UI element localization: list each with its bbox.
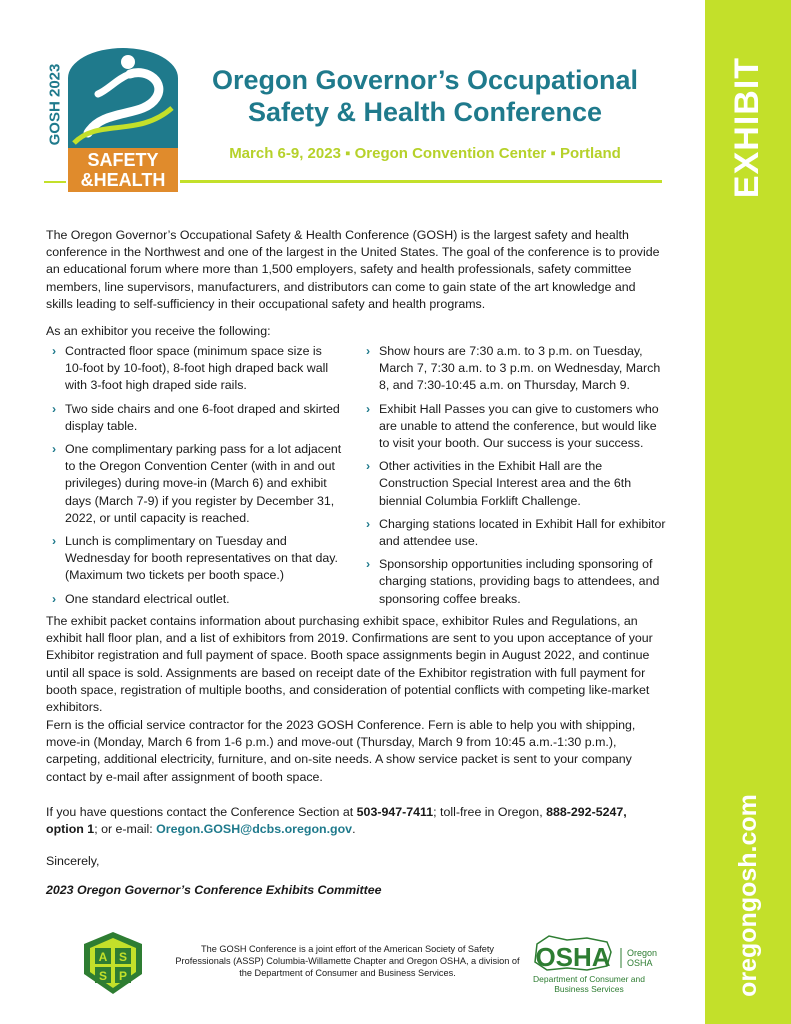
sidebar-exhibit-label: EXHIBIT — [728, 56, 767, 198]
list-item: › Contracted floor space (minimum space size is 10-foot by 10-foot), 8-foot high draped back wall with 3-foot high draped side rails. — [52, 344, 329, 393]
benefits-list-right — [366, 343, 666, 614]
chevron-right-icon: › — [52, 534, 57, 549]
list-item: › Other activities in the Exhibit Hall are the Construction Special Interest area and the 6th biennial Columbia Forklift Challenge. — [366, 459, 632, 508]
chevron-right-icon: › — [366, 401, 371, 416]
sidebar-website-wrap — [705, 775, 791, 1015]
assp-letter: S — [98, 969, 108, 983]
chevron-right-icon: › — [366, 459, 371, 474]
logo-figure-icon — [68, 48, 178, 148]
intro-paragraph: The Oregon Governor’s Occupational Safety & Health Conference (GOSH) is the largest safety and health conference in the Northwest and one of the largest in the United States. The goal of the conference is to provide an educational forum where more than 1,500 employers, safety and health professionals, safety committee members, line supervisors, manufacturers, and distributors can come to gain state of the art knowledge and skills leading to self-sufficiency in their occupational safety and health programs. — [46, 228, 660, 311]
chevron-right-icon: › — [366, 344, 371, 358]
sign-off: Sincerely, — [46, 854, 100, 868]
chevron-right-icon: › — [52, 344, 57, 358]
event-dates-venue — [180, 145, 670, 162]
logo-divider — [44, 181, 66, 183]
chevron-right-icon: › — [52, 401, 57, 416]
event-venue: Oregon Convention Center — [354, 145, 547, 162]
chevron-right-icon: › — [52, 591, 57, 606]
osha-word: OSHA — [535, 942, 611, 972]
service-contractor-paragraph: Fern is the official service contractor for the 2023 GOSH Conference. Fern is able to help you with shipping, move-in (Monday, March 6 from 1-6 p.m.) and move-out (Thursday, March 9 from 10:45 a.m.-1:30 p.m.), carpeting, additional electricity, furniture, and on-site needs. A show service packet is sent to your company contact by e-mail after assignment of booth space. — [46, 718, 636, 784]
sidebar-website: oregongosh.com — [733, 793, 762, 997]
title-line-1: Oregon Governor’s Occupational — [211, 65, 639, 95]
list-item: › Sponsorship opportunities including sponsoring of charging stations, providing bags to attendees, and sponsoring coffee breaks. — [366, 557, 660, 606]
exhibit-packet-paragraph: The exhibit packet contains information about purchasing exhibit space, exhibitor Rules and Regulations, an exhibit hall floor plan, and a list of exhibitors from 2019. Confirmations are sent to you upon acceptance of your Exhibitor registration and full payment of space. Booth space assignments begin in August 2022, and continue until all space is sold. Assignments are based on receipt date of the Exhibitor registration with full payment for booth space, registration of multiple booths, and consideration of potential conflicts with competing like-market exhibitors. — [46, 614, 653, 715]
separator-1: ▪ — [345, 145, 351, 162]
list-item: › Two side chairs and one 6-foot draped and skirted display table. — [52, 401, 340, 433]
osha-department: Department of Consumer and Business Services — [533, 974, 645, 994]
separator-2: ▪ — [550, 145, 556, 162]
list-item: › One complimentary parking pass for a lot adjacent to the Oregon Convention Center (with in and out privileges) during move-in (March 6) and exhibit days (March 7-9) if you register by December 31, 2022, or until capacity is reached. — [52, 442, 342, 525]
chevron-right-icon: › — [366, 516, 371, 531]
committee-signature: 2023 Oregon Governor’s Conference Exhibits Committee — [46, 883, 382, 897]
assp-letter: S — [118, 950, 128, 964]
logo-year-wrap — [44, 44, 66, 164]
osha-oregon: Oregon — [627, 948, 658, 958]
header-divider — [180, 180, 662, 183]
logo-word-health: &HEALTH — [80, 170, 166, 190]
chevron-right-icon: › — [366, 557, 371, 572]
event-city: Portland — [559, 145, 621, 162]
list-item: › One standard electrical outlet. — [52, 591, 342, 608]
event-dates: March 6-9, 2023 — [229, 145, 341, 162]
phone-number: 503-947-7411 — [356, 805, 434, 819]
page-title — [180, 64, 670, 128]
benefits-list-left — [52, 343, 342, 614]
assp-letter: A — [98, 950, 108, 964]
logo-word-safety: SAFETY — [87, 150, 159, 170]
list-item: › Exhibit Hall Passes you can give to customers who are unable to attend the conference, but would like to visit your booth. Our success is your success. — [366, 401, 659, 451]
email-link[interactable]: Oregon.GOSH@dcbs.oregon.gov — [156, 822, 353, 837]
contact-paragraph: If you have questions contact the Conference Section at 503-947-7411; toll-free in Oregon, 888-292-5247, option 1; or e-mail: Oregon.GOSH@dcbs.oregon.gov. — [46, 805, 627, 837]
list-item: › Lunch is complimentary on Tuesday and Wednesday for booth representatives on that day. (Maximum two tickets per booth space.) — [52, 534, 338, 583]
footer-joint-effort: The GOSH Conference is a joint effort of the American Society of Safety Professionals (ASSP) Columbia-Willamette Chapter and Oregon OSHA, a division of the Department of Consumer and Business Services. — [175, 944, 520, 978]
title-line-2: Safety & Health Conference — [247, 97, 603, 127]
sidebar-exhibit-label-wrap — [705, 42, 791, 212]
tollfree-number: 888-292-5247, option 1 — [46, 805, 627, 837]
benefits-heading: As an exhibitor you receive the following: — [46, 324, 271, 338]
osha-sub: OSHA — [627, 958, 653, 968]
assp-letter: P — [118, 969, 128, 983]
list-item: › Show hours are 7:30 a.m. to 3 p.m. on Tuesday, March 7, 7:30 a.m. to 3 p.m. on Wednesday, March 8, and 7:30-10:45 a.m. on Thursday, March 9. — [366, 344, 661, 393]
chevron-right-icon: › — [52, 442, 57, 457]
assp-logo-icon — [80, 930, 146, 996]
list-item: › Charging stations located in Exhibit Hall for exhibitor and attendee use. — [366, 516, 666, 549]
logo-year: GOSH 2023 — [46, 63, 64, 145]
